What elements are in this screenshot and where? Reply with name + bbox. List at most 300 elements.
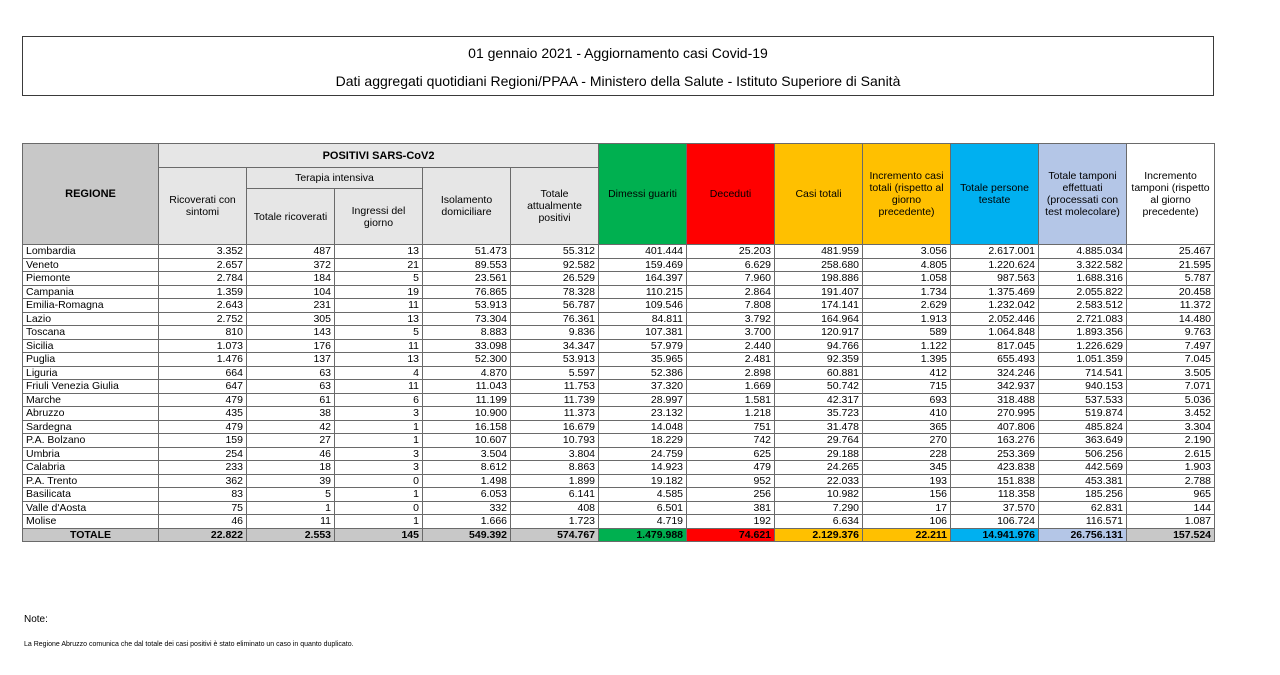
value-cell: 92.359 xyxy=(775,353,863,367)
value-cell: 193 xyxy=(863,474,951,488)
note-label: Note: xyxy=(24,614,48,625)
header-casi-totali: Casi totali xyxy=(775,144,863,245)
value-cell: 1.064.848 xyxy=(951,326,1039,340)
value-cell: 6 xyxy=(335,393,423,407)
value-cell: 164.397 xyxy=(599,272,687,286)
value-cell: 407.806 xyxy=(951,420,1039,434)
value-cell: 324.246 xyxy=(951,366,1039,380)
region-name-cell: Sardegna xyxy=(23,420,159,434)
report-title: 01 gennaio 2021 - Aggiornamento casi Covid-19 xyxy=(468,45,768,61)
value-cell: 50.742 xyxy=(775,380,863,394)
header-persone-testate: Totale persone testate xyxy=(951,144,1039,245)
value-cell: 10.793 xyxy=(511,434,599,448)
value-cell: 2.784 xyxy=(159,272,247,286)
header-regione: REGIONE xyxy=(23,144,159,245)
value-cell: 11.373 xyxy=(511,407,599,421)
value-cell: 228 xyxy=(863,447,951,461)
value-cell: 39 xyxy=(247,474,335,488)
table-row xyxy=(23,285,1215,299)
value-cell: 1.218 xyxy=(687,407,775,421)
value-cell: 46 xyxy=(247,447,335,461)
value-cell: 184 xyxy=(247,272,335,286)
value-cell: 372 xyxy=(247,258,335,272)
value-cell: 2.721.083 xyxy=(1039,312,1127,326)
value-cell: 159 xyxy=(159,434,247,448)
region-name-cell: Puglia xyxy=(23,353,159,367)
value-cell: 253.369 xyxy=(951,447,1039,461)
value-cell: 987.563 xyxy=(951,272,1039,286)
value-cell: 693 xyxy=(863,393,951,407)
value-cell: 2.657 xyxy=(159,258,247,272)
value-cell: 191.407 xyxy=(775,285,863,299)
value-cell: 5 xyxy=(247,488,335,502)
value-cell: 35.723 xyxy=(775,407,863,421)
value-cell: 21.595 xyxy=(1127,258,1215,272)
value-cell: 26.529 xyxy=(511,272,599,286)
region-name-cell: P.A. Bolzano xyxy=(23,434,159,448)
value-cell: 408 xyxy=(511,501,599,515)
value-cell: 1.734 xyxy=(863,285,951,299)
value-cell: 453.381 xyxy=(1039,474,1127,488)
value-cell: 3.056 xyxy=(863,245,951,259)
region-name-cell: Marche xyxy=(23,393,159,407)
value-cell: 25.203 xyxy=(687,245,775,259)
value-cell: 1.669 xyxy=(687,380,775,394)
value-cell: 3.700 xyxy=(687,326,775,340)
table-row xyxy=(23,407,1215,421)
table-row xyxy=(23,515,1215,529)
value-cell: 143 xyxy=(247,326,335,340)
total-value-cell: 145 xyxy=(335,528,423,542)
value-cell: 11 xyxy=(335,339,423,353)
header-tamponi: Totale tamponi effettuati (processati con test molecolare) xyxy=(1039,144,1127,245)
value-cell: 233 xyxy=(159,461,247,475)
value-cell: 479 xyxy=(159,393,247,407)
value-cell: 1.666 xyxy=(423,515,511,529)
value-cell: 42.317 xyxy=(775,393,863,407)
value-cell: 60.881 xyxy=(775,366,863,380)
table-row xyxy=(23,245,1215,259)
value-cell: 2.190 xyxy=(1127,434,1215,448)
value-cell: 174.141 xyxy=(775,299,863,313)
value-cell: 479 xyxy=(159,420,247,434)
value-cell: 19 xyxy=(335,285,423,299)
value-cell: 655.493 xyxy=(951,353,1039,367)
value-cell: 61 xyxy=(247,393,335,407)
value-cell: 1.073 xyxy=(159,339,247,353)
table-row xyxy=(23,299,1215,313)
value-cell: 53.913 xyxy=(423,299,511,313)
value-cell: 2.629 xyxy=(863,299,951,313)
region-name-cell: Calabria xyxy=(23,461,159,475)
value-cell: 1.581 xyxy=(687,393,775,407)
region-name-cell: Lazio xyxy=(23,312,159,326)
value-cell: 401.444 xyxy=(599,245,687,259)
value-cell: 1.498 xyxy=(423,474,511,488)
table-row xyxy=(23,380,1215,394)
value-cell: 2.481 xyxy=(687,353,775,367)
value-cell: 537.533 xyxy=(1039,393,1127,407)
value-cell: 4.885.034 xyxy=(1039,245,1127,259)
value-cell: 1.893.356 xyxy=(1039,326,1127,340)
value-cell: 7.808 xyxy=(687,299,775,313)
value-cell: 24.759 xyxy=(599,447,687,461)
value-cell: 6.629 xyxy=(687,258,775,272)
value-cell: 9.763 xyxy=(1127,326,1215,340)
header-ricoverati: Ricoverati con sintomi xyxy=(159,168,247,245)
value-cell: 1.051.359 xyxy=(1039,353,1127,367)
value-cell: 7.071 xyxy=(1127,380,1215,394)
value-cell: 625 xyxy=(687,447,775,461)
value-cell: 63 xyxy=(247,366,335,380)
value-cell: 55.312 xyxy=(511,245,599,259)
region-name-cell: Basilicata xyxy=(23,488,159,502)
value-cell: 35.965 xyxy=(599,353,687,367)
value-cell: 412 xyxy=(863,366,951,380)
value-cell: 0 xyxy=(335,501,423,515)
value-cell: 89.553 xyxy=(423,258,511,272)
covid-table xyxy=(22,143,1215,542)
value-cell: 13 xyxy=(335,312,423,326)
value-cell: 5.597 xyxy=(511,366,599,380)
value-cell: 51.473 xyxy=(423,245,511,259)
header-deceduti: Deceduti xyxy=(687,144,775,245)
value-cell: 83 xyxy=(159,488,247,502)
value-cell: 9.836 xyxy=(511,326,599,340)
total-value-cell: 2.129.376 xyxy=(775,528,863,542)
value-cell: 10.982 xyxy=(775,488,863,502)
value-cell: 751 xyxy=(687,420,775,434)
value-cell: 7.290 xyxy=(775,501,863,515)
region-name-cell: P.A. Trento xyxy=(23,474,159,488)
value-cell: 19.182 xyxy=(599,474,687,488)
value-cell: 2.055.822 xyxy=(1039,285,1127,299)
value-cell: 362 xyxy=(159,474,247,488)
value-cell: 11 xyxy=(335,380,423,394)
value-cell: 38 xyxy=(247,407,335,421)
total-value-cell: 574.767 xyxy=(511,528,599,542)
value-cell: 258.680 xyxy=(775,258,863,272)
value-cell: 29.188 xyxy=(775,447,863,461)
header-totale-ricoverati: Totale ricoverati xyxy=(247,189,335,245)
total-value-cell: 2.553 xyxy=(247,528,335,542)
table-row xyxy=(23,420,1215,434)
value-cell: 5.036 xyxy=(1127,393,1215,407)
region-name-cell: Lombardia xyxy=(23,245,159,259)
value-cell: 104 xyxy=(247,285,335,299)
value-cell: 4.870 xyxy=(423,366,511,380)
value-cell: 2.052.446 xyxy=(951,312,1039,326)
value-cell: 810 xyxy=(159,326,247,340)
value-cell: 20.458 xyxy=(1127,285,1215,299)
value-cell: 231 xyxy=(247,299,335,313)
value-cell: 2.643 xyxy=(159,299,247,313)
value-cell: 2.440 xyxy=(687,339,775,353)
value-cell: 256 xyxy=(687,488,775,502)
value-cell: 116.571 xyxy=(1039,515,1127,529)
value-cell: 4 xyxy=(335,366,423,380)
value-cell: 5 xyxy=(335,272,423,286)
table-row xyxy=(23,326,1215,340)
value-cell: 3 xyxy=(335,461,423,475)
value-cell: 11.753 xyxy=(511,380,599,394)
region-name-cell: Sicilia xyxy=(23,339,159,353)
value-cell: 2.788 xyxy=(1127,474,1215,488)
value-cell: 3 xyxy=(335,447,423,461)
value-cell: 13 xyxy=(335,245,423,259)
value-cell: 18.229 xyxy=(599,434,687,448)
region-name-cell: Toscana xyxy=(23,326,159,340)
value-cell: 106.724 xyxy=(951,515,1039,529)
value-cell: 63 xyxy=(247,380,335,394)
value-cell: 647 xyxy=(159,380,247,394)
value-cell: 11.739 xyxy=(511,393,599,407)
value-cell: 3 xyxy=(335,407,423,421)
header-dimessi: Dimessi guariti xyxy=(599,144,687,245)
value-cell: 3.452 xyxy=(1127,407,1215,421)
value-cell: 940.153 xyxy=(1039,380,1127,394)
value-cell: 1.359 xyxy=(159,285,247,299)
value-cell: 14.480 xyxy=(1127,312,1215,326)
value-cell: 109.546 xyxy=(599,299,687,313)
value-cell: 332 xyxy=(423,501,511,515)
value-cell: 3.804 xyxy=(511,447,599,461)
table-body xyxy=(23,245,1215,542)
value-cell: 106 xyxy=(863,515,951,529)
value-cell: 1.087 xyxy=(1127,515,1215,529)
value-cell: 37.570 xyxy=(951,501,1039,515)
value-cell: 270.995 xyxy=(951,407,1039,421)
value-cell: 442.569 xyxy=(1039,461,1127,475)
value-cell: 5 xyxy=(335,326,423,340)
table-row xyxy=(23,312,1215,326)
value-cell: 192 xyxy=(687,515,775,529)
table-row xyxy=(23,488,1215,502)
value-cell: 21 xyxy=(335,258,423,272)
header-isolamento: Isolamento domiciliare xyxy=(423,168,511,245)
region-name-cell: Emilia-Romagna xyxy=(23,299,159,313)
value-cell: 16.679 xyxy=(511,420,599,434)
header-totale-positivi: Totale attualmente positivi xyxy=(511,168,599,245)
value-cell: 1.058 xyxy=(863,272,951,286)
region-name-cell: Valle d'Aosta xyxy=(23,501,159,515)
value-cell: 23.561 xyxy=(423,272,511,286)
value-cell: 52.386 xyxy=(599,366,687,380)
value-cell: 94.766 xyxy=(775,339,863,353)
value-cell: 345 xyxy=(863,461,951,475)
value-cell: 4.585 xyxy=(599,488,687,502)
value-cell: 342.937 xyxy=(951,380,1039,394)
value-cell: 481.959 xyxy=(775,245,863,259)
value-cell: 1.122 xyxy=(863,339,951,353)
value-cell: 75 xyxy=(159,501,247,515)
value-cell: 151.838 xyxy=(951,474,1039,488)
value-cell: 363.649 xyxy=(1039,434,1127,448)
value-cell: 952 xyxy=(687,474,775,488)
value-cell: 3.505 xyxy=(1127,366,1215,380)
value-cell: 14.923 xyxy=(599,461,687,475)
region-name-cell: Abruzzo xyxy=(23,407,159,421)
value-cell: 185.256 xyxy=(1039,488,1127,502)
value-cell: 13 xyxy=(335,353,423,367)
value-cell: 37.320 xyxy=(599,380,687,394)
table-row xyxy=(23,474,1215,488)
total-label-cell: TOTALE xyxy=(23,528,159,542)
value-cell: 817.045 xyxy=(951,339,1039,353)
value-cell: 1.903 xyxy=(1127,461,1215,475)
value-cell: 365 xyxy=(863,420,951,434)
value-cell: 10.900 xyxy=(423,407,511,421)
value-cell: 423.838 xyxy=(951,461,1039,475)
value-cell: 6.634 xyxy=(775,515,863,529)
note-text: La Regione Abruzzo comunica che dal totale dei casi positivi è stato eliminato un caso in quanto duplicato. xyxy=(24,641,354,648)
value-cell: 73.304 xyxy=(423,312,511,326)
value-cell: 254 xyxy=(159,447,247,461)
table-row xyxy=(23,501,1215,515)
value-cell: 62.831 xyxy=(1039,501,1127,515)
value-cell: 34.347 xyxy=(511,339,599,353)
value-cell: 715 xyxy=(863,380,951,394)
value-cell: 506.256 xyxy=(1039,447,1127,461)
value-cell: 17 xyxy=(863,501,951,515)
value-cell: 519.874 xyxy=(1039,407,1127,421)
value-cell: 714.541 xyxy=(1039,366,1127,380)
header-terapia-group: Terapia intensiva xyxy=(247,168,423,189)
value-cell: 1 xyxy=(335,420,423,434)
value-cell: 965 xyxy=(1127,488,1215,502)
value-cell: 11.043 xyxy=(423,380,511,394)
value-cell: 11 xyxy=(247,515,335,529)
value-cell: 92.582 xyxy=(511,258,599,272)
value-cell: 318.488 xyxy=(951,393,1039,407)
value-cell: 479 xyxy=(687,461,775,475)
header-incremento-tamponi: Incremento tamponi (rispetto al giorno precedente) xyxy=(1127,144,1215,245)
value-cell: 3.792 xyxy=(687,312,775,326)
value-cell: 1.476 xyxy=(159,353,247,367)
value-cell: 53.913 xyxy=(511,353,599,367)
value-cell: 1.688.316 xyxy=(1039,272,1127,286)
region-name-cell: Campania xyxy=(23,285,159,299)
value-cell: 11 xyxy=(335,299,423,313)
value-cell: 3.504 xyxy=(423,447,511,461)
value-cell: 56.787 xyxy=(511,299,599,313)
value-cell: 11.199 xyxy=(423,393,511,407)
title-box xyxy=(22,36,1214,96)
region-name-cell: Friuli Venezia Giulia xyxy=(23,380,159,394)
value-cell: 3.304 xyxy=(1127,420,1215,434)
value-cell: 159.469 xyxy=(599,258,687,272)
value-cell: 163.276 xyxy=(951,434,1039,448)
region-name-cell: Molise xyxy=(23,515,159,529)
value-cell: 435 xyxy=(159,407,247,421)
value-cell: 2.752 xyxy=(159,312,247,326)
value-cell: 485.824 xyxy=(1039,420,1127,434)
value-cell: 120.917 xyxy=(775,326,863,340)
table-row xyxy=(23,339,1215,353)
table-row xyxy=(23,461,1215,475)
value-cell: 2.864 xyxy=(687,285,775,299)
table-row xyxy=(23,272,1215,286)
value-cell: 14.048 xyxy=(599,420,687,434)
value-cell: 1.220.624 xyxy=(951,258,1039,272)
value-cell: 46 xyxy=(159,515,247,529)
value-cell: 3.322.582 xyxy=(1039,258,1127,272)
value-cell: 137 xyxy=(247,353,335,367)
value-cell: 1.395 xyxy=(863,353,951,367)
value-cell: 6.501 xyxy=(599,501,687,515)
total-value-cell: 1.479.988 xyxy=(599,528,687,542)
value-cell: 8.883 xyxy=(423,326,511,340)
value-cell: 3.352 xyxy=(159,245,247,259)
value-cell: 144 xyxy=(1127,501,1215,515)
value-cell: 42 xyxy=(247,420,335,434)
header-incremento-casi: Incremento casi totali (rispetto al giorno precedente) xyxy=(863,144,951,245)
value-cell: 1.375.469 xyxy=(951,285,1039,299)
value-cell: 16.158 xyxy=(423,420,511,434)
value-cell: 589 xyxy=(863,326,951,340)
value-cell: 0 xyxy=(335,474,423,488)
value-cell: 6.141 xyxy=(511,488,599,502)
value-cell: 28.997 xyxy=(599,393,687,407)
value-cell: 84.811 xyxy=(599,312,687,326)
total-value-cell: 74.621 xyxy=(687,528,775,542)
value-cell: 410 xyxy=(863,407,951,421)
value-cell: 52.300 xyxy=(423,353,511,367)
total-value-cell: 22.211 xyxy=(863,528,951,542)
value-cell: 18 xyxy=(247,461,335,475)
value-cell: 1.899 xyxy=(511,474,599,488)
region-name-cell: Liguria xyxy=(23,366,159,380)
value-cell: 27 xyxy=(247,434,335,448)
value-cell: 2.617.001 xyxy=(951,245,1039,259)
total-row xyxy=(23,528,1215,542)
value-cell: 29.764 xyxy=(775,434,863,448)
value-cell: 10.607 xyxy=(423,434,511,448)
value-cell: 24.265 xyxy=(775,461,863,475)
value-cell: 5.787 xyxy=(1127,272,1215,286)
value-cell: 78.328 xyxy=(511,285,599,299)
value-cell: 2.583.512 xyxy=(1039,299,1127,313)
value-cell: 57.979 xyxy=(599,339,687,353)
value-cell: 2.898 xyxy=(687,366,775,380)
value-cell: 7.045 xyxy=(1127,353,1215,367)
value-cell: 8.863 xyxy=(511,461,599,475)
value-cell: 2.615 xyxy=(1127,447,1215,461)
value-cell: 198.886 xyxy=(775,272,863,286)
value-cell: 107.381 xyxy=(599,326,687,340)
total-value-cell: 14.941.976 xyxy=(951,528,1039,542)
total-value-cell: 549.392 xyxy=(423,528,511,542)
total-value-cell: 157.524 xyxy=(1127,528,1215,542)
table-row xyxy=(23,447,1215,461)
value-cell: 6.053 xyxy=(423,488,511,502)
value-cell: 25.467 xyxy=(1127,245,1215,259)
value-cell: 4.719 xyxy=(599,515,687,529)
total-value-cell: 26.756.131 xyxy=(1039,528,1127,542)
value-cell: 381 xyxy=(687,501,775,515)
total-value-cell: 22.822 xyxy=(159,528,247,542)
value-cell: 1 xyxy=(335,515,423,529)
value-cell: 4.805 xyxy=(863,258,951,272)
value-cell: 8.612 xyxy=(423,461,511,475)
value-cell: 487 xyxy=(247,245,335,259)
value-cell: 11.372 xyxy=(1127,299,1215,313)
value-cell: 1.723 xyxy=(511,515,599,529)
value-cell: 118.358 xyxy=(951,488,1039,502)
report-subtitle: Dati aggregati quotidiani Regioni/PPAA - Ministero della Salute - Istituto Superiore di Sanità xyxy=(335,73,901,89)
value-cell: 7.960 xyxy=(687,272,775,286)
value-cell: 176 xyxy=(247,339,335,353)
